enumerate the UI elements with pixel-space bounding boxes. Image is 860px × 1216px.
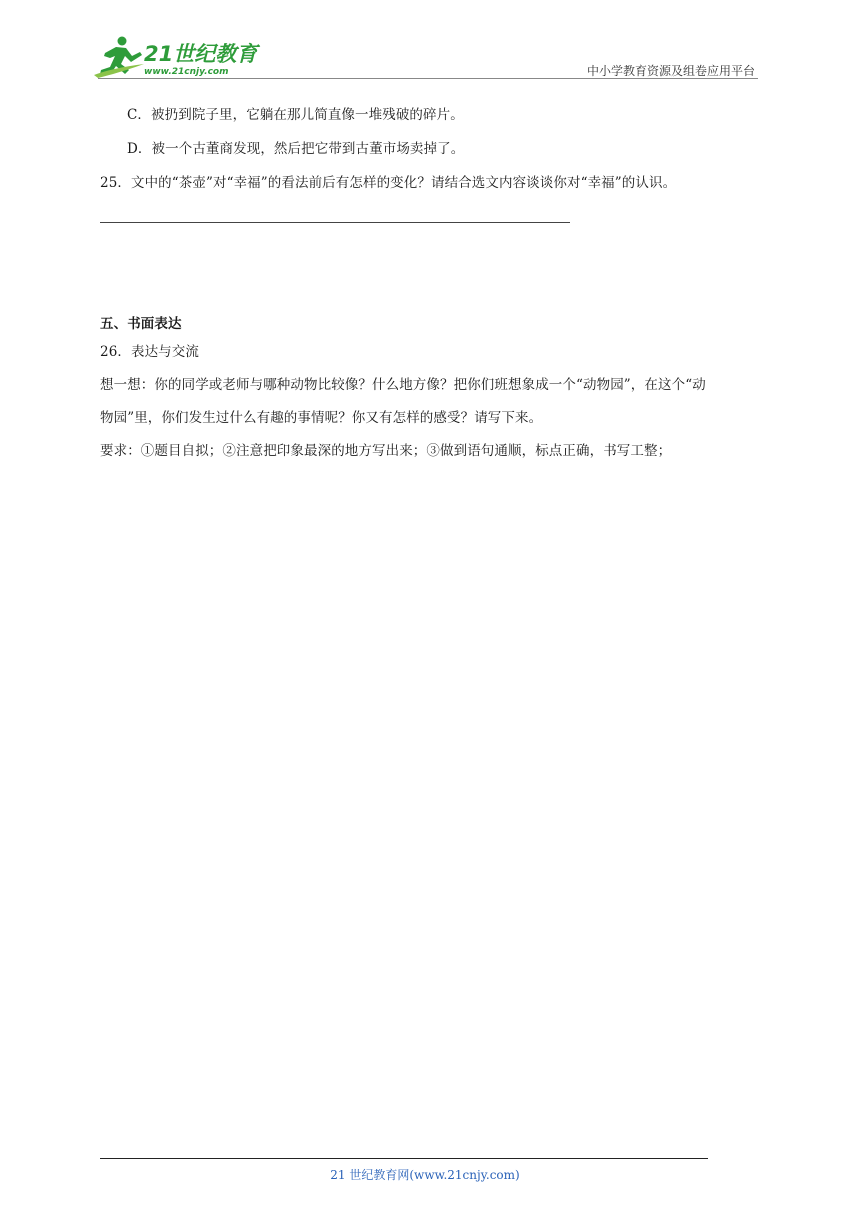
section-heading: 五、书面表达 — [100, 316, 182, 332]
prompt-line-1: 想一想：你的同学或老师与哪种动物比较像？什么地方像？把你们班想象成一个“动物园”，在这个“动 — [100, 377, 706, 393]
footer-link[interactable]: 21 世纪教育网(www.21cnjy.com) — [330, 1168, 520, 1182]
requirements: 要求：①题目自拟；②注意把印象最深的地方写出来；③做到语句通顺，标点正确，书写工整； — [100, 443, 672, 459]
answer-line — [100, 222, 570, 223]
question-25: 25．文中的“茶壶”对“幸福”的看法前后有怎样的变化？请结合选文内容谈谈你对“幸福”的认识。 — [100, 175, 677, 191]
option-d: D．被一个古董商发现，然后把它带到古董市场卖掉了。 — [127, 141, 465, 157]
prompt-line-2: 物园”里，你们发生过什么有趣的事情呢？你又有怎样的感受？请写下来。 — [100, 410, 543, 426]
runner-icon — [94, 37, 144, 79]
platform-title: 中小学教育资源及组卷应用平台 — [586, 64, 755, 78]
question-26: 26．表达与交流 — [100, 344, 199, 360]
site-logo — [92, 34, 262, 78]
footer-divider — [100, 1158, 708, 1159]
logo-url: www.21cnjy.com — [144, 67, 229, 77]
logo-text: 21世纪教育 — [144, 42, 258, 66]
option-c: C．被扔到院子里，它躺在那儿简直像一堆残破的碎片。 — [127, 107, 464, 123]
header-divider — [98, 78, 758, 79]
